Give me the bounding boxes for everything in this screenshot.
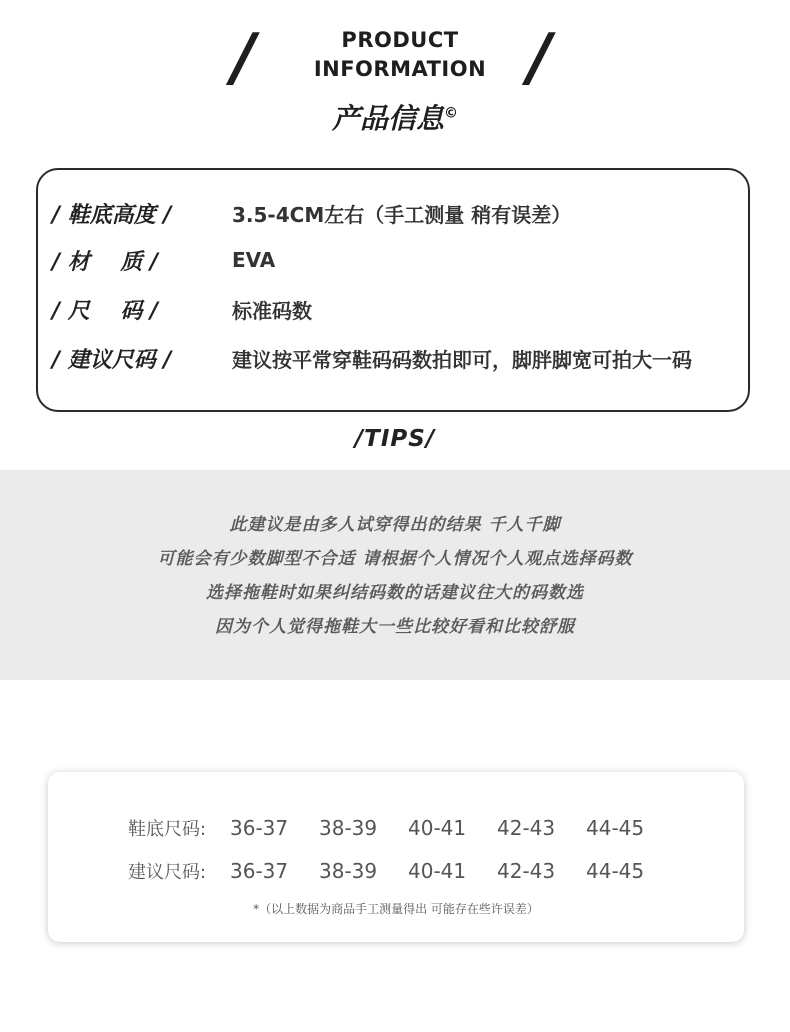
cn-title: 产品信息 <box>331 102 444 135</box>
title-line-information: INFORMATION <box>313 57 487 81</box>
size-row-sole <box>128 815 675 841</box>
tip-line: 此建议是由多人试穿得出的结果 千人千脚 <box>229 515 561 535</box>
header-slash-right: / <box>528 21 552 95</box>
size-cell: 42-43 <box>497 859 556 883</box>
title-line-product: PRODUCT <box>341 28 459 52</box>
info-row-material <box>52 245 275 275</box>
product-information-header <box>0 0 790 160</box>
info-value: 标准码数 <box>232 298 312 323</box>
size-cell: 44-45 <box>586 816 645 840</box>
size-cell: 36-37 <box>230 859 289 883</box>
info-label: / 建议尺码 / <box>52 347 172 373</box>
size-cell: 38-39 <box>319 816 378 840</box>
size-row-label: 建议尺码: <box>128 862 207 883</box>
cn-title-block <box>0 97 790 137</box>
size-note: *（以上数据为商品手工测量得出 可能存在些许误差） <box>253 902 539 916</box>
tip-line: 可能会有少数脚型不合适 请根据个人情况个人观点选择码数 <box>157 549 633 569</box>
info-label: / 鞋底高度 / <box>52 202 172 228</box>
info-label: / 尺 码 / <box>52 298 159 324</box>
tip-line: 选择拖鞋时如果纠结码数的话建议往大的码数选 <box>206 583 584 603</box>
product-information-title <box>290 26 510 84</box>
size-chart-card <box>48 772 744 942</box>
size-cell: 40-41 <box>408 816 467 840</box>
info-value: 建议按平常穿鞋码码数拍即可，脚胖脚宽可拍大一码 <box>232 347 692 372</box>
tips-band <box>0 470 790 680</box>
size-cell: 38-39 <box>319 859 378 883</box>
info-row-sole-height <box>52 198 571 228</box>
info-label: / 材 质 / <box>52 249 159 275</box>
info-row-size <box>52 294 312 324</box>
copyright-mark: © <box>444 105 458 122</box>
size-cell: 44-45 <box>586 859 645 883</box>
info-row-recommended-size <box>52 343 692 373</box>
info-value: EVA <box>232 248 276 272</box>
info-value: 3.5-4CM左右（手工测量 稍有误差） <box>232 202 572 227</box>
tip-line: 因为个人觉得拖鞋大一些比较好看和比较舒服 <box>215 617 575 637</box>
tips-heading: /TIPS/ <box>354 426 436 452</box>
size-cell: 42-43 <box>497 816 556 840</box>
header-slash-left: / <box>232 21 256 95</box>
size-cell: 40-41 <box>408 859 467 883</box>
size-cell: 36-37 <box>230 816 289 840</box>
size-row-label: 鞋底尺码: <box>128 819 207 840</box>
size-row-recommended <box>128 858 675 884</box>
